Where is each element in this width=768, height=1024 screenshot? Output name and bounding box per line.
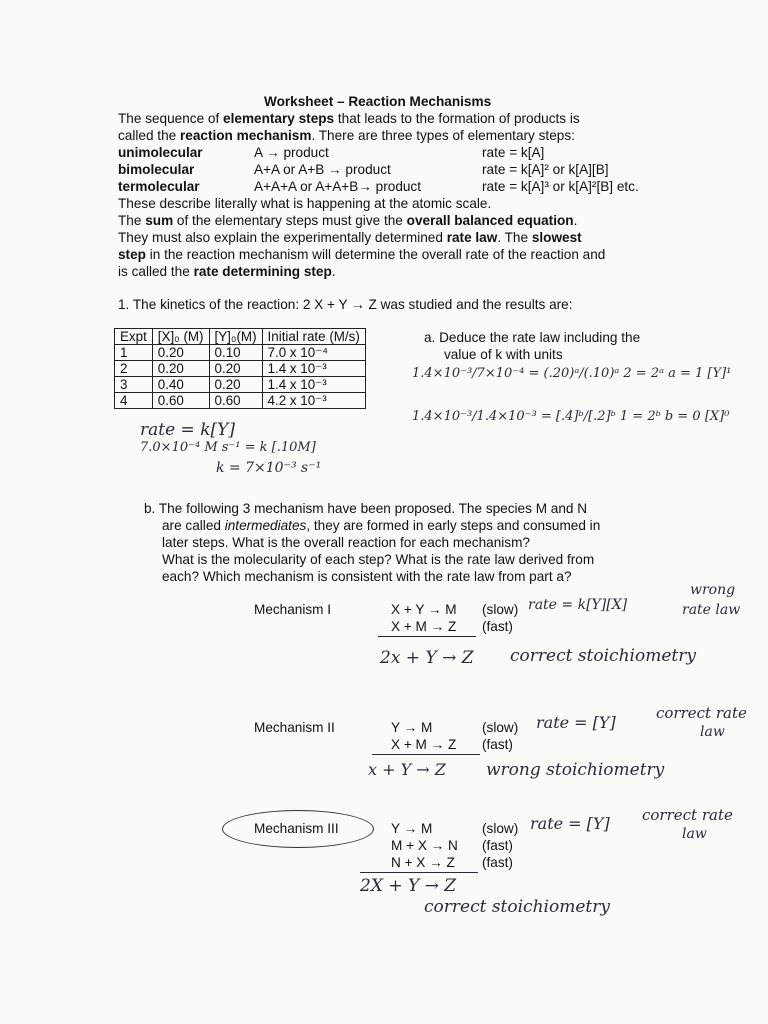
mechanism-step-speed: (fast) <box>482 737 513 752</box>
mechanism-step-speed: (slow) <box>482 602 519 617</box>
table-cell: 1.4 x 10⁻³ <box>262 361 365 377</box>
mechanism-step: X + M → Z <box>391 619 457 634</box>
table-cell: 7.0 x 10⁻⁴ <box>262 345 365 361</box>
handwritten-note: rate law <box>682 602 741 618</box>
table-cell: 0.60 <box>209 393 262 409</box>
step-rate: rate = k[A]³ or k[A]²[B] etc. <box>482 179 639 194</box>
table-cell: 3 <box>115 377 153 393</box>
table-cell: 0.20 <box>209 377 262 393</box>
mechanism-step-speed: (fast) <box>482 619 513 634</box>
table-cell: 0.10 <box>209 345 262 361</box>
para-line-1: These describe literally what is happening at the atomic scale. <box>118 196 492 211</box>
question-b-line-2: are called intermediates, they are formed in early steps and consumed in <box>162 518 601 533</box>
table-header: [Y]₀(M) <box>209 329 262 345</box>
handwritten-note: law <box>700 724 725 740</box>
handwritten-k-calc: 7.0×10⁻⁴ M s⁻¹ = k [.10M] <box>140 440 316 455</box>
mechanism-sum-rule <box>378 636 476 637</box>
handwritten-note: law <box>682 826 707 842</box>
table-cell: 0.20 <box>152 345 209 361</box>
step-rate: rate = k[A]² or k[A][B] <box>482 162 609 177</box>
kinetics-table <box>114 328 366 409</box>
mechanism-step-speed: (slow) <box>482 720 519 735</box>
step-rate: rate = k[A] <box>482 145 545 160</box>
handwritten-overall: 2x + Y → Z <box>380 648 474 668</box>
question-b-line-4: What is the molecularity of each step? What is the rate law derived from <box>162 552 595 567</box>
question-a-line-1: a. Deduce the rate law including the <box>424 330 641 345</box>
handwritten-rate: rate = k[Y][X] <box>528 597 628 613</box>
step-equation: A+A or A+B → product <box>254 162 391 177</box>
intro-line-2: called the reaction mechanism. There are three types of elementary steps: <box>118 128 575 143</box>
mechanism-step: X + M → Z <box>391 737 457 752</box>
handwritten-rate-law: rate = k[Y] <box>140 420 235 440</box>
para-line-4: step in the reaction mechanism will determine the overall rate of the reaction and <box>118 247 606 262</box>
mechanism-step-speed: (fast) <box>482 855 513 870</box>
table-row <box>115 361 366 377</box>
handwritten-overall: x + Y → Z <box>368 760 446 779</box>
mechanism-label: Mechanism III <box>254 821 339 836</box>
step-equation: A → product <box>254 145 329 160</box>
mechanism-label: Mechanism II <box>254 720 335 735</box>
table-header: [X]₀ (M) <box>152 329 209 345</box>
table-cell: 0.40 <box>152 377 209 393</box>
handwritten-rate: rate = [Y] <box>536 713 616 732</box>
mechanism-step-speed: (slow) <box>482 821 519 836</box>
table-header-row <box>115 329 366 345</box>
handwritten-note: wrong <box>690 582 736 598</box>
para-line-5: is called the rate determining step. <box>118 264 336 279</box>
intro-line-1: The sequence of elementary steps that leads to the formation of products is <box>118 111 580 126</box>
table-header: Expt <box>115 329 153 345</box>
mechanism-sum-rule <box>360 872 478 873</box>
table-row <box>115 377 366 393</box>
table-cell: 1.4 x 10⁻³ <box>262 377 365 393</box>
mechanism-sum-rule <box>372 754 480 755</box>
table-cell: 4 <box>115 393 153 409</box>
mechanism-label: Mechanism I <box>254 602 332 617</box>
step-equation: A+A+A or A+A+B→ product <box>254 179 422 194</box>
mechanism-step-speed: (fast) <box>482 838 513 853</box>
handwritten-overall: 2X + Y → Z <box>360 876 457 896</box>
mechanism-step: N + X → Z <box>391 855 455 870</box>
table-row <box>115 345 366 361</box>
handwritten-stoichiometry: wrong stoichiometry <box>486 760 665 780</box>
handwritten-work-a1: 1.4×10⁻³/7×10⁻⁴ = (.20)ᵃ/(.10)ᵃ 2 = 2ᵃ a = 1 [Y]¹ <box>412 366 732 381</box>
table-header: Initial rate (M/s) <box>262 329 365 345</box>
table-cell: 2 <box>115 361 153 377</box>
handwritten-work-a2: 1.4×10⁻³/1.4×10⁻³ = [.4]ᵇ/[.2]ᵇ 1 = 2ᵇ b = 0 [X]⁰ <box>412 409 730 424</box>
table-row <box>115 393 366 409</box>
table-cell: 4.2 x 10⁻³ <box>262 393 365 409</box>
mechanism-step: M + X → N <box>391 838 458 853</box>
para-line-2: The sum of the elementary steps must give the overall balanced equation. <box>118 213 578 228</box>
handwritten-rate: rate = [Y] <box>530 814 610 833</box>
handwritten-note: correct rate <box>656 704 747 722</box>
handwritten-stoichiometry: correct stoichiometry <box>510 646 696 666</box>
step-name: termolecular <box>118 179 200 194</box>
table-cell: 1 <box>115 345 153 361</box>
step-name: bimolecular <box>118 162 195 177</box>
question-b-line-1: b. The following 3 mechanism have been proposed. The species M and N <box>144 501 588 516</box>
question-1: 1. The kinetics of the reaction: 2 X + Y → Z was studied and the results are: <box>118 297 573 312</box>
step-name: unimolecular <box>118 145 203 160</box>
para-line-3: They must also explain the experimentally determined rate law. The slowest <box>118 230 582 245</box>
table-cell: 0.60 <box>152 393 209 409</box>
table-cell: 0.20 <box>209 361 262 377</box>
page-title: Worksheet – Reaction Mechanisms <box>264 94 492 109</box>
question-b-line-5: each? Which mechanism is consistent with the rate law from part a? <box>162 569 572 584</box>
question-b-line-3: later steps. What is the overall reaction for each mechanism? <box>162 535 530 550</box>
mechanism-step: X + Y → M <box>391 602 457 617</box>
question-a-line-2: value of k with units <box>444 347 563 362</box>
table-cell: 0.20 <box>152 361 209 377</box>
mechanism-step: Y → M <box>391 720 433 735</box>
handwritten-stoichiometry: correct stoichiometry <box>424 897 610 917</box>
handwritten-k-value: k = 7×10⁻³ s⁻¹ <box>216 460 322 476</box>
handwritten-note: correct rate <box>642 806 733 824</box>
mechanism-step: Y → M <box>391 821 433 836</box>
